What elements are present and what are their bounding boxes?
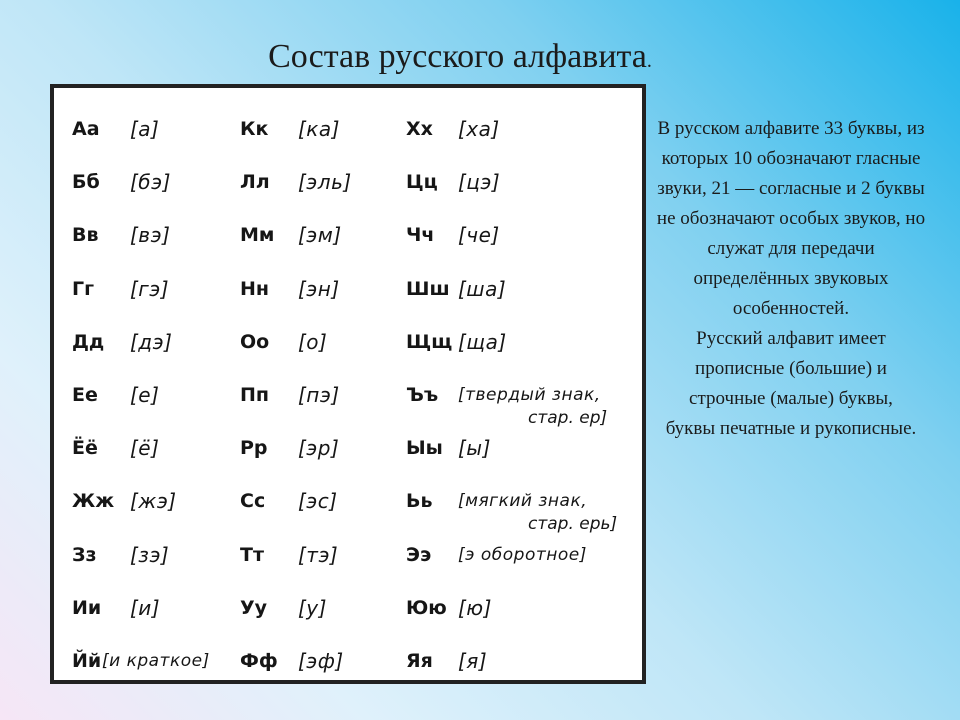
alphabet-letter-name: [и] <box>130 596 161 620</box>
alphabet-letter-name: [ё] <box>130 436 160 460</box>
alphabet-letter: Хх <box>406 118 433 140</box>
alphabet-letter: Ъъ <box>406 384 439 406</box>
alphabet-letter: Зз <box>72 544 97 566</box>
alphabet-letter: Ёё <box>72 437 98 459</box>
alphabet-letter: Пп <box>240 384 270 406</box>
alphabet-letter: Фф <box>240 650 278 672</box>
alphabet-letter: Ээ <box>406 544 432 566</box>
alphabet-letter: Чч <box>406 224 435 246</box>
alphabet-letter-name: [эф] <box>298 649 344 673</box>
alphabet-letter-name: [у] <box>298 596 327 620</box>
alphabet-letter: Ыы <box>406 437 443 459</box>
alphabet-letter: Аа <box>72 118 100 140</box>
alphabet-letter-name: [эль] <box>298 170 352 194</box>
alphabet-letter-name: [бэ] <box>130 170 171 194</box>
alphabet-letter-name: [ща] <box>458 330 507 354</box>
alphabet-letter-name: [пэ] <box>298 383 340 407</box>
alphabet-letter-name: [че] <box>458 223 500 247</box>
alphabet-letter: Йй <box>72 650 102 672</box>
alphabet-letter-name: [ша] <box>458 277 507 301</box>
description-paragraph-2: Русский алфавит имеет прописные (большие) и строчные (малые) буквы, <box>689 328 893 409</box>
alphabet-letter: Нн <box>240 278 270 300</box>
alphabet-letter-name: [а] <box>130 117 160 141</box>
alphabet-letter-name: [мягкий знак, <box>458 491 588 511</box>
alphabet-letter: Сс <box>240 490 266 512</box>
alphabet-letter-name: [эн] <box>298 277 340 301</box>
alphabet-letter-name: [тэ] <box>298 543 339 567</box>
alphabet-letter-old-name: стар. ер] <box>528 408 608 428</box>
alphabet-letter: Щщ <box>406 331 453 353</box>
alphabet-letter-name: [твердый знак, <box>458 385 601 405</box>
alphabet-letter: Кк <box>240 118 269 140</box>
alphabet-letter-name: [ка] <box>298 117 340 141</box>
alphabet-letter: Мм <box>240 224 275 246</box>
alphabet-letter: Лл <box>240 171 270 193</box>
slide-title-text: Состав русского алфавита <box>268 38 647 75</box>
alphabet-letter-name: [е] <box>130 383 160 407</box>
alphabet-letter: Ьь <box>406 490 433 512</box>
slide-title-dot: . <box>646 50 652 72</box>
alphabet-letter-name: [дэ] <box>130 330 173 354</box>
alphabet-letter-name: [гэ] <box>130 277 170 301</box>
alphabet-letter: Бб <box>72 171 100 193</box>
alphabet-letter-name: [ха] <box>458 117 500 141</box>
alphabet-letter: Яя <box>406 650 433 672</box>
alphabet-letter-name: [эм] <box>298 223 342 247</box>
alphabet-letter-name: [зэ] <box>130 543 170 567</box>
alphabet-letter-name: [э оборотное] <box>458 545 587 565</box>
alphabet-letter: Гг <box>72 278 95 300</box>
alphabet-letter-old-name: стар. ерь] <box>528 514 618 534</box>
alphabet-letter-name: [и краткое] <box>102 651 210 671</box>
alphabet-letter-name: [эр] <box>298 436 340 460</box>
alphabet-description <box>656 114 926 444</box>
alphabet-letter: Оо <box>240 331 270 353</box>
alphabet-letter-name: [жэ] <box>130 489 177 513</box>
alphabet-letter: Уу <box>240 597 268 619</box>
alphabet-letter: Рр <box>240 437 268 459</box>
alphabet-letter-name: [о] <box>298 330 328 354</box>
alphabet-letter: Дд <box>72 331 105 353</box>
alphabet-letter: Шш <box>406 278 450 300</box>
description-paragraph-1: В русском алфавите 33 буквы, из которых 10 обозначают гласные звуки, 21 — согласные и 2 буквы не обозначают особых звуков, но служат для передачи определённых звуковых особенностей. <box>656 118 926 319</box>
alphabet-letter: Ее <box>72 384 98 406</box>
alphabet-letter: Тт <box>240 544 264 566</box>
alphabet-letter-name: [я] <box>458 649 488 673</box>
alphabet-letter-name: [ы] <box>458 436 491 460</box>
alphabet-letter: Юю <box>406 597 447 619</box>
alphabet-letter: Жж <box>72 490 115 512</box>
slide-title <box>0 38 920 76</box>
alphabet-letter-name: [вэ] <box>130 223 171 247</box>
alphabet-letter: Цц <box>406 171 438 193</box>
alphabet-letter: Вв <box>72 224 99 246</box>
alphabet-letter-name: [цэ] <box>458 170 501 194</box>
alphabet-letter-name: [эс] <box>298 489 338 513</box>
description-paragraph-3: буквы печатные и рукописные. <box>665 418 917 439</box>
alphabet-table <box>50 84 646 684</box>
alphabet-letter-name: [ю] <box>458 596 492 620</box>
alphabet-letter: Ии <box>72 597 102 619</box>
